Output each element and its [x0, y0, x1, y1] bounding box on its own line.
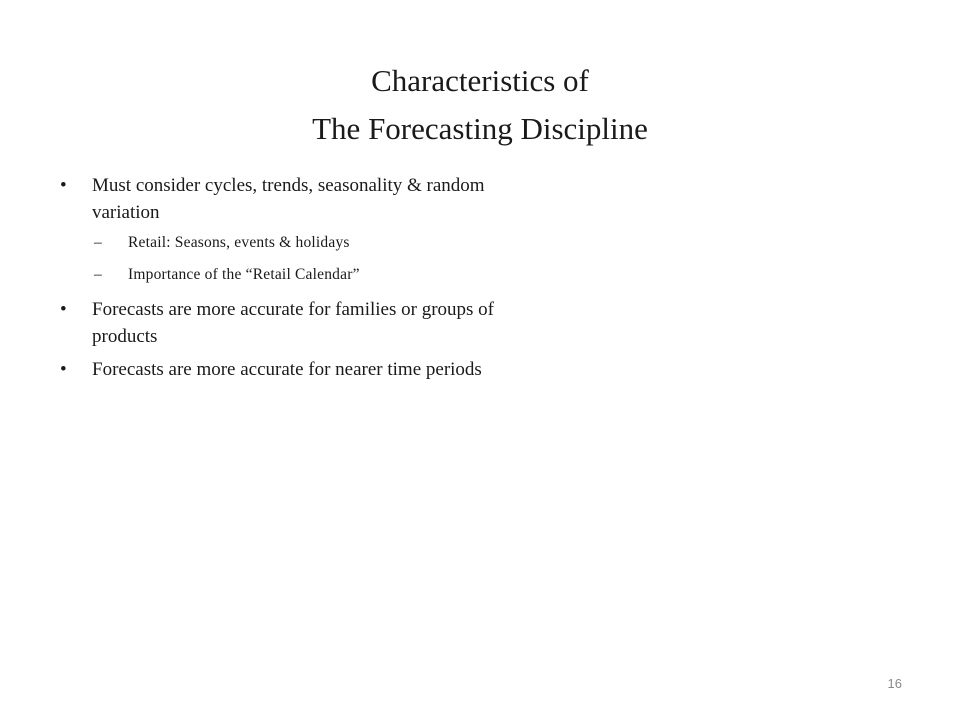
sub-bullet-text: Importance of the “Retail Calendar”	[128, 266, 360, 283]
bullet-text: Forecasts are more accurate for nearer time periods	[92, 359, 482, 380]
bullet-text: Must consider cycles, trends, seasonality & random variation	[92, 175, 485, 223]
bullet-item	[56, 356, 496, 383]
bullet-item	[56, 296, 496, 350]
sub-bullet-item	[92, 232, 496, 253]
sub-bullet-text: Retail: Seasons, events & holidays	[128, 234, 350, 251]
bullet-icon: •	[60, 359, 67, 380]
dash-icon: –	[94, 266, 102, 283]
sub-bullet-item	[92, 264, 496, 285]
slide-title	[0, 57, 960, 153]
bullet-icon: •	[60, 299, 67, 320]
bullet-text: Forecasts are more accurate for families or groups of products	[92, 299, 494, 347]
title-line-2: The Forecasting Discipline	[312, 110, 648, 146]
bullet-icon: •	[60, 175, 67, 196]
bullet-item	[56, 172, 496, 226]
sub-bullet-list	[56, 232, 496, 285]
bullet-list	[56, 172, 496, 389]
page-number: 16	[887, 676, 902, 691]
title-line-1: Characteristics of	[371, 62, 589, 98]
dash-icon: –	[94, 234, 102, 251]
